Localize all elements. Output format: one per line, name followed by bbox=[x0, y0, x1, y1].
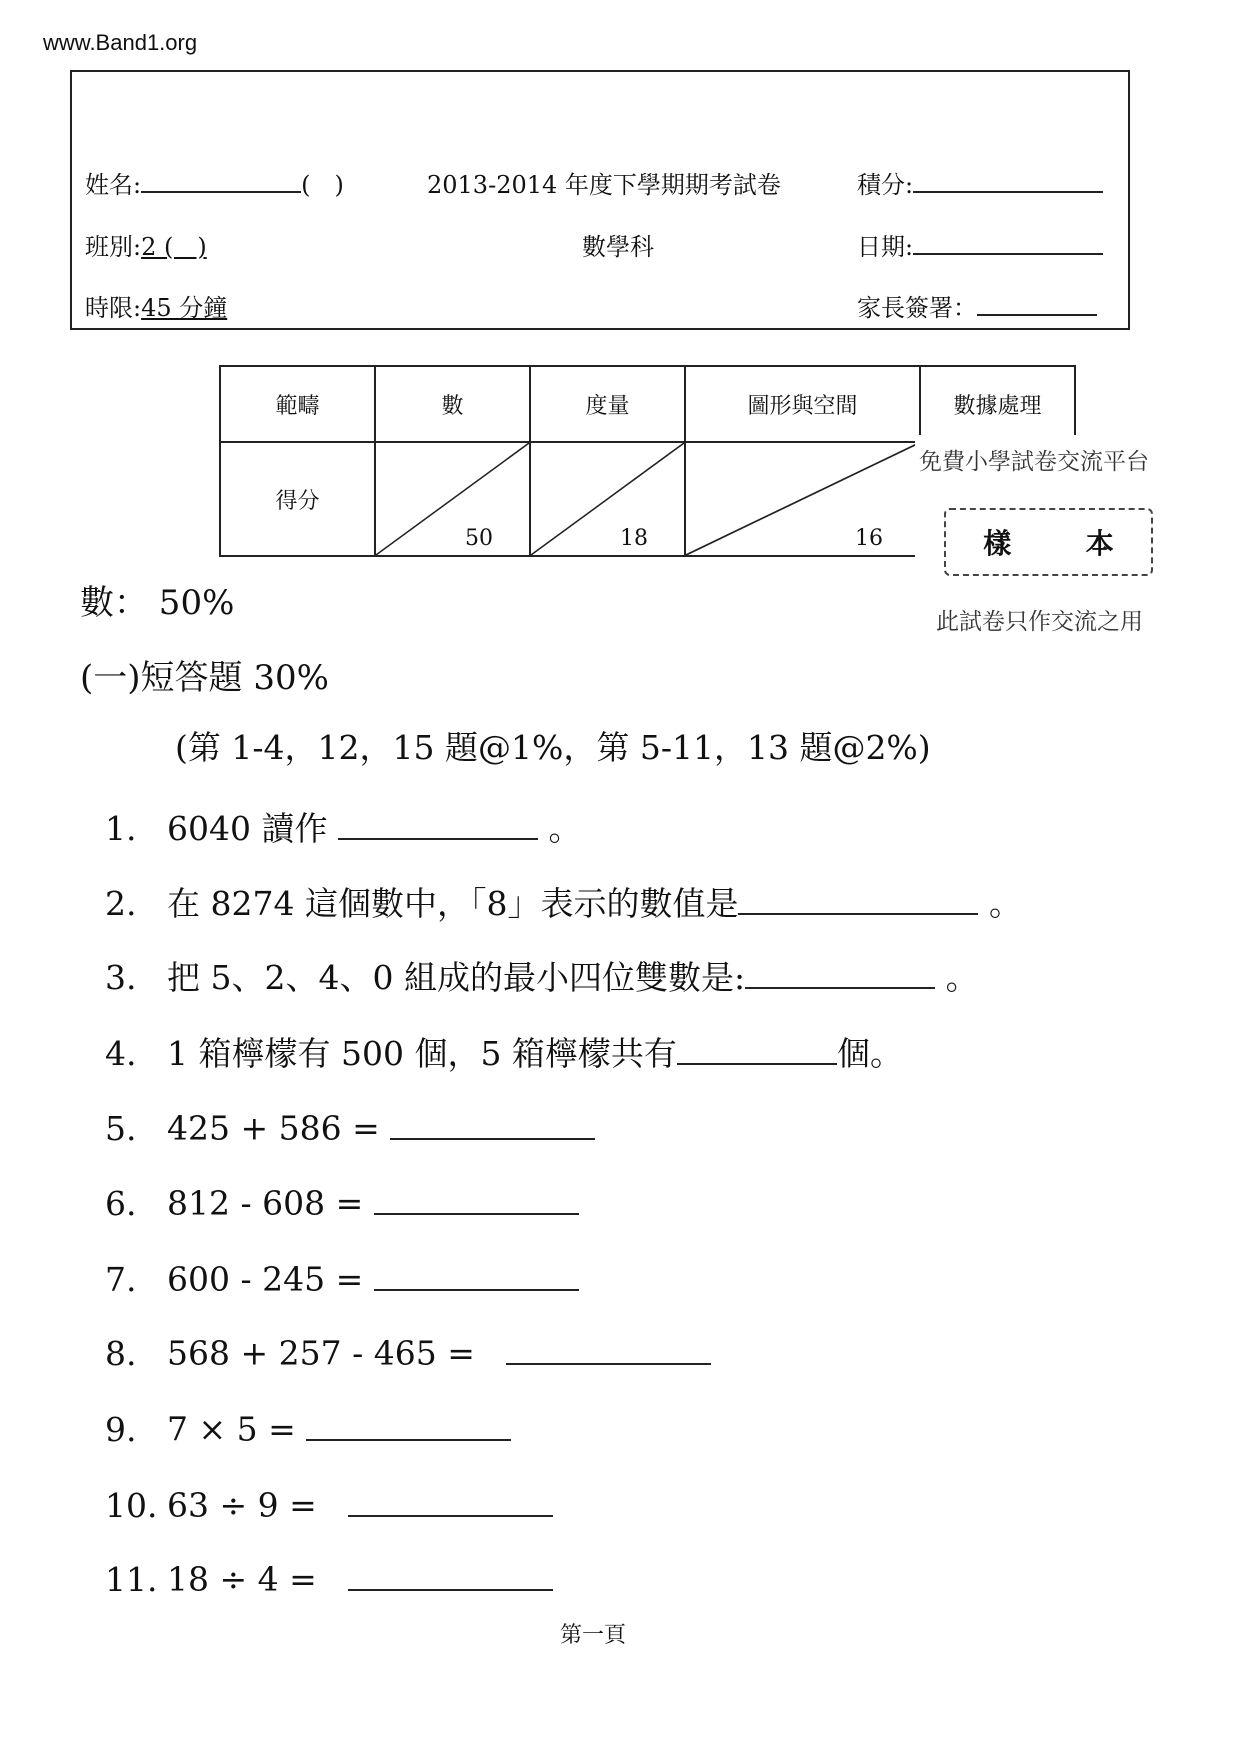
question-7: 7. 600 - 245 = bbox=[105, 1254, 579, 1299]
score-cell: 50 bbox=[375, 442, 530, 556]
answer-blank[interactable] bbox=[338, 803, 538, 840]
header-cell: 圖形與空間 bbox=[685, 366, 920, 442]
header-cell: 範疇 bbox=[220, 366, 375, 442]
question-8: 8. 568 + 257 - 465 = bbox=[105, 1328, 711, 1373]
header-cell: 數據處理 bbox=[920, 366, 1075, 442]
watermark-note: 此試卷只作交流之用 bbox=[936, 608, 1143, 634]
answer-blank[interactable] bbox=[374, 1254, 579, 1291]
question-5: 5. 425 + 586 = bbox=[105, 1103, 595, 1148]
site-url: www.Band1.org bbox=[43, 30, 198, 55]
name-field: 姓名: ( ) bbox=[85, 165, 344, 200]
part-title: (一)短答題 30% bbox=[80, 658, 329, 698]
score-cell: 16 bbox=[685, 442, 920, 556]
answer-blank[interactable] bbox=[306, 1404, 511, 1441]
page-number: 第一頁 bbox=[560, 1623, 627, 1648]
marks-note: (第 1-4，12，15 題@1%，第 5-11，13 題@2%) bbox=[175, 728, 931, 767]
sample-stamp: 樣 本 bbox=[944, 508, 1153, 576]
answer-blank[interactable] bbox=[738, 878, 978, 915]
score-cell: 18 bbox=[530, 442, 685, 556]
question-3: 3. 把 5、2、4、0 組成的最小四位雙數是: 。 bbox=[105, 952, 979, 999]
question-10: 10. 63 ÷ 9 = bbox=[105, 1480, 553, 1525]
answer-blank[interactable] bbox=[348, 1480, 553, 1517]
subject: 數學科 bbox=[582, 233, 654, 261]
answer-blank[interactable] bbox=[506, 1328, 711, 1365]
question-6: 6. 812 - 608 = bbox=[105, 1178, 579, 1223]
class-field: 班別:2 ( ) bbox=[85, 233, 207, 261]
section-title: 數： 50% bbox=[80, 583, 235, 623]
answer-blank[interactable] bbox=[390, 1103, 595, 1140]
question-11: 11. 18 ÷ 4 = bbox=[105, 1554, 553, 1599]
date-field: 日期: bbox=[857, 227, 1103, 262]
question-9: 9. 7 × 5 = bbox=[105, 1404, 511, 1449]
header-cell: 度量 bbox=[530, 366, 685, 442]
question-4: 4. 1 箱檸檬有 500 個，5 箱檸檬共有 個。 bbox=[105, 1028, 903, 1075]
question-2: 2. 在 8274 這個數中，「8」表示的數值是 。 bbox=[105, 878, 1022, 925]
watermark-platform: 免費小學試卷交流平台 bbox=[919, 448, 1149, 474]
answer-blank[interactable] bbox=[745, 952, 935, 989]
answer-blank[interactable] bbox=[677, 1028, 837, 1065]
parent-signature-field: 家長簽署： bbox=[857, 288, 1097, 323]
score-label: 得分 bbox=[220, 442, 375, 556]
score-field: 積分: bbox=[857, 165, 1103, 200]
header-cell: 數 bbox=[375, 366, 530, 442]
exam-title: 2013-2014 年度下學期期考試卷 bbox=[427, 171, 781, 199]
answer-blank[interactable] bbox=[374, 1178, 579, 1215]
answer-blank[interactable] bbox=[348, 1554, 553, 1591]
question-1: 1. 6040 讀作 。 bbox=[105, 803, 581, 850]
time-limit: 時限:45 分鐘 bbox=[85, 294, 228, 322]
